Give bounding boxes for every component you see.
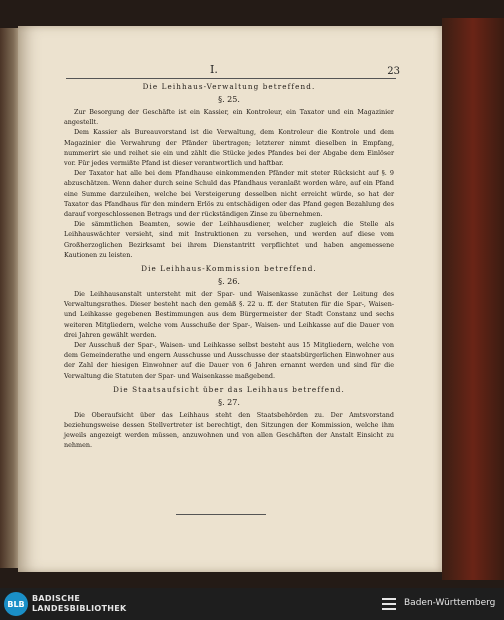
paragraph-mark-27: §. 27. <box>218 397 240 407</box>
state-crest-icon <box>378 593 400 615</box>
document-page <box>18 26 442 572</box>
body-paragraph: Der Ausschuß der Spar-, Waisen- und Leihkasse selbst besteht aus 15 Mitgliedern, welche von dem Gemeinderathe und engern Ausschusse und Ausschusse der staatsbürgerlichen Einwohner aus der Zahl der hiesigen Einwohner auf die Dauer von 6 Jahren ernannt werden und sind für die Verwaltung die Statuten der Spar- und Waisenkasse maßgebend. <box>64 341 394 380</box>
body-paragraph: Die Oberaufsicht über das Leihhaus steht den Staatsbehörden zu. Der Amtsvorstand beziehungsweise dessen Stellvertreter ist berechtigt, den Sitzungen der Kommission, welche ihm jeweils angezeigt werden müssen, anzuwohnen und von allen Geschäften der Anstalt Einsicht zu nehmen. <box>64 410 394 450</box>
section-heading-3: Die Staatsaufsicht über das Leihhaus betreffend. <box>113 384 345 394</box>
page-body <box>64 78 394 451</box>
page-number: 23 <box>387 66 400 77</box>
body-paragraph: Dem Kassier als Bureauvorstand ist die Verwaltung, dem Kontroleur die Kontrole und dem Magazinier die Verwahrung der Pfänder übertragen; letzterer nimmt dieselben in Empfang, nummerirt sie und reihet sie ein und zählt die Stücke jedes Pfandes bei der Abgabe dem Einlöser vor. Für jedes vermißte Pfand ist dieser verantwortlich und haftbar. <box>64 128 394 168</box>
body-paragraph: Die sämmtlichen Beamten, sowie der Leihhausdiener, welcher zugleich die Stelle als Leihhauswächter versieht, sind mit Instruktionen zu versehen, und werden auf diese vom Großherzoglichen Bezirksamt bei ihrem Dienstantritt verpflichtet und haben angemessene Kautionen zu leisten. <box>64 220 394 259</box>
body-paragraph: Die Leihhausanstalt untersteht mit der Spar- und Waisenkasse zunächst der Leitung des Verwaltungsrathes. Dieser besteht nach den gemäß §. 22 u. ff. der Statuten für die Spar-, Waisen- und Leihkasse gegebenen Bestimmungen aus dem Bürgermeister der Stadt Constanz und sechs weiteren Mitgliedern, welche vom Ausschuße der Spar-, Waisen- und Leihkasse auf die Dauer von drei Jahren gewählt werden. <box>64 290 394 339</box>
section-numeral: I. <box>210 63 218 76</box>
paragraph-mark-25: §. 25. <box>218 95 240 104</box>
library-name-line2: LANDESBIBLIOTHEK <box>32 604 127 613</box>
book-cover-edge <box>442 18 504 580</box>
library-name[interactable] <box>32 594 127 614</box>
paragraph-mark-26: §. 26. <box>218 277 240 287</box>
library-name-line1: BADISCHE <box>32 594 81 603</box>
section-heading-1: Die Leihhaus-Verwaltung betreffend. <box>142 82 316 91</box>
blb-logo-icon[interactable]: BLB <box>4 592 28 616</box>
state-name[interactable]: Baden-Württemberg <box>404 598 496 608</box>
section-heading-2: Die Leihhaus-Kommission betreffend. <box>141 264 317 274</box>
footer-bar <box>0 588 504 620</box>
body-paragraph: Zur Besorgung der Geschäfte ist ein Kassier, ein Kontroleur, ein Taxator und ein Magazinier angestellt. <box>64 108 394 127</box>
end-rule <box>176 514 266 515</box>
body-paragraph: Der Taxator hat alle bei dem Pfandhause einkommenden Pfänder mit steter Rücksicht auf §. 9 abzuschätzen. Wenn daher durch seine Schuld das Pfandhaus veranlaßt worden wäre, auf ein Pfand eine Summe darzuleihen, welche bei Versteigerung desselben nicht erreicht würde, so hat der Taxator das Pfandhaus für den mindern Erlös zu entschädigen oder das Pfand gegen Bezahlung des darauf vorgeschlossenen Betrags und der rückständigen Zinse zu übernehmen. <box>64 169 394 219</box>
